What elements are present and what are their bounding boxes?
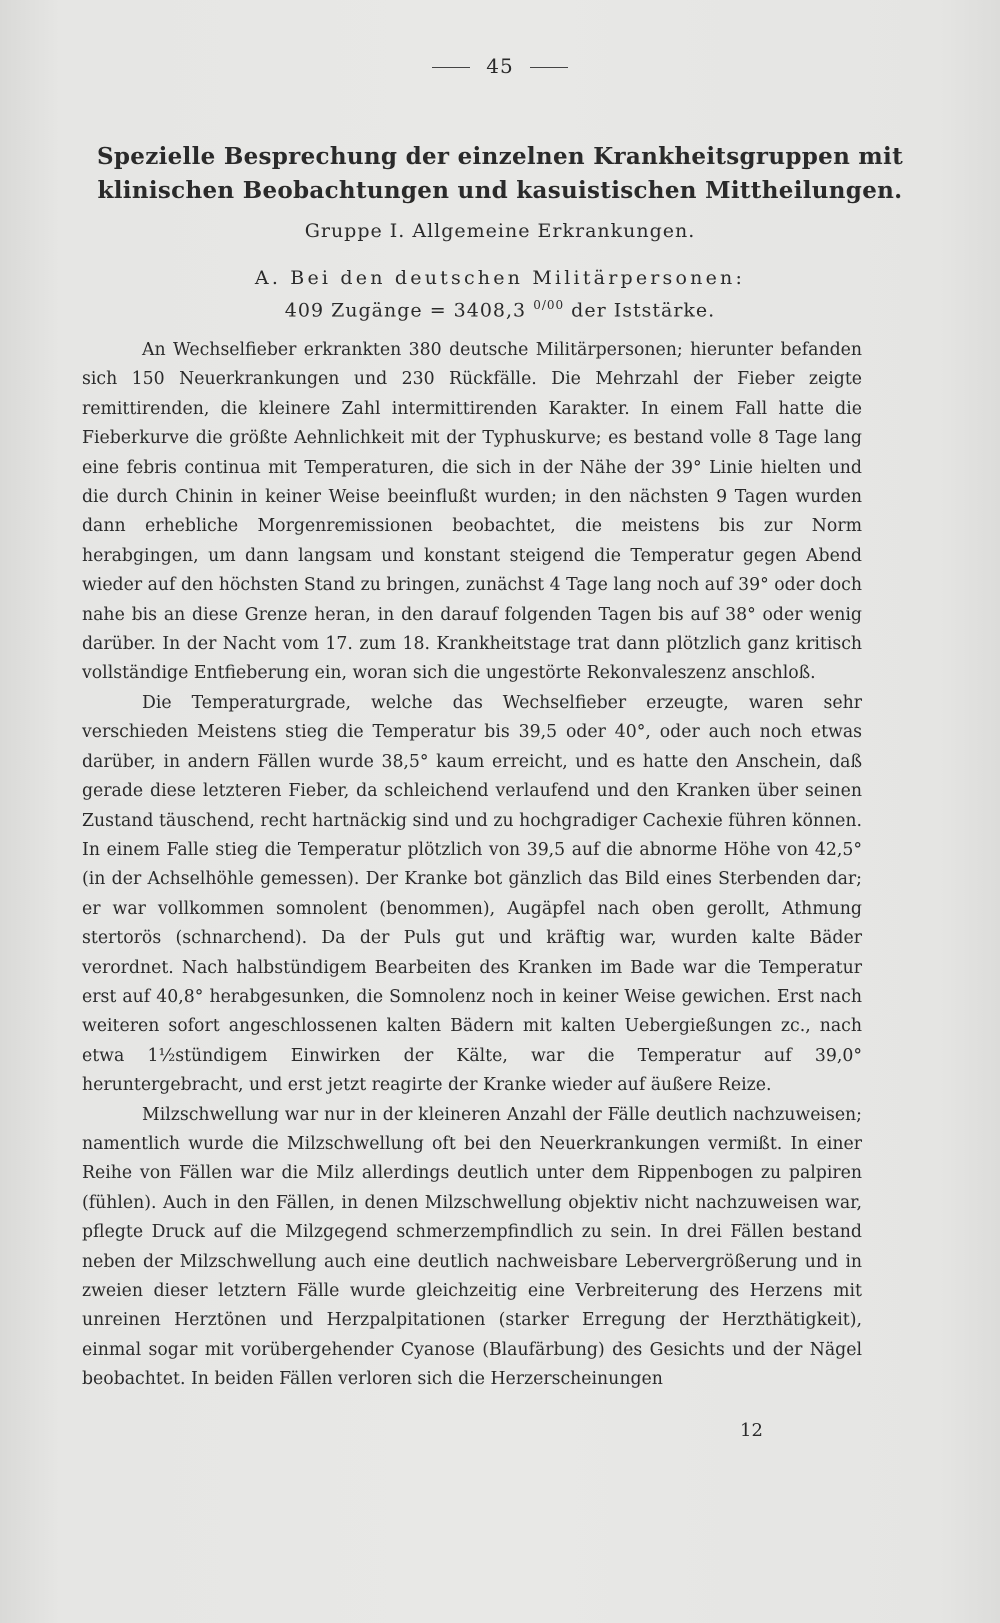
signature-mark: 12 bbox=[740, 1420, 763, 1441]
page-number-line bbox=[0, 54, 1000, 78]
paragraph-temperaturgrade: Die Temperaturgrade, welche das Wechselfieber erzeugte, waren sehr verschieden Meistens stieg die Temperatur bis 39,5 oder 40°, oder auch noch etwas darüber, in andern Fällen wurde 38,5° kaum erreicht, und es hatte den Anschein, daß gerade diese letzteren Fieber, da schleichend verlaufend und den Kranken über seinen Zustand täuschend, recht hartnäckig sind und zu hochgradiger Cachexie führen können. In einem Falle stieg die Temperatur plötzlich von 39,5 auf die abnorme Höhe von 42,5° (in der Achselhöhle gemessen). Der Kranke bot gänzlich das Bild eines Sterbenden dar; er war vollkommen somnolent (benommen), Augäpfel nach oben gerollt, Athmung stertorös (schnarchend). Da der Puls gut und kräftig war, wurden kalte Bäder verordnet. Nach halbstündigem Bearbeiten des Kranken im Bade war die Temperatur erst auf 40,8° herabgesunken, die Somnolenz noch in keiner Weise gewichen. Erst nach weiteren sofort angeschlossenen kalten Bädern mit kalten Uebergießungen zc., nach etwa 1½stündigem Einwirken der Kälte, war die Temperatur auf 39,0° heruntergebracht, und erst jetzt reagirte der Kranke wieder auf äußere Reize. bbox=[82, 692, 862, 1096]
page-number: 45 bbox=[486, 54, 514, 78]
paragraph-milzschwellung: Milzschwellung war nur in der kleineren Anzahl der Fälle deutlich nachzuweisen; namentlich wurde die Milzschwellung oft bei den Neuerkrankungen vermißt. In einer Reihe von Fällen war die Milz allerdings deutlich unter dem Rippenbogen zu palpiren (fühlen). Auch in den Fällen, in denen Milzschwellung objektiv nicht nachzuweisen war, pflegte Druck auf die Milzgegend schmerzempfindlich zu sein. In drei Fällen bestand neben der Milzschwellung auch eine deutlich nachweisbare Lebervergrößerung und in zweien dieser letztern Fälle wurde gleichzeitig eine Verbreiterung des Herzens mit unreinen Herztönen und Herzpalpitationen (starker Erregung der Herzthätigkeit), einmal sogar mit vorübergehender Cyanose (Blaufärbung) des Gesichts und der Nägel beobachtet. In beiden Fällen verloren sich die Herzerscheinungen bbox=[82, 1104, 862, 1390]
stats-before: 409 Zugänge = 3408,3 bbox=[284, 299, 534, 322]
section-heading: Spezielle Besprechung der einzelnen Krankheitsgruppen mit klinischen Beobachtungen und kasuistischen Mittheilungen. bbox=[96, 143, 904, 204]
stats-after: der Iststärke. bbox=[564, 299, 716, 322]
subsection-heading: A. Bei den deutschen Militärpersonen: bbox=[254, 267, 746, 289]
permille-sign: 0/00 bbox=[533, 298, 565, 312]
paragraph-wechselfieber: An Wechselfieber erkrankten 380 deutsche Militärpersonen; hierunter befanden sich 150 Neuerkrankungen und 230 Rückfälle. Die Mehrzahl der Fieber zeigte remittirenden, die kleinere Zahl intermittirenden Karakter. In einem Fall hatte die Fieberkurve die größte Aehnlichkeit mit der Typhuskurve; es bestand volle 8 Tage lang eine febris continua mit Temperaturen, die sich in der Nähe der 39° Linie hielten und die durch Chinin in keiner Weise beeinflußt wurden; in den nächsten 9 Tagen wurden dann erhebliche Morgenremissionen beobachtet, die meistens bis zur Norm herabgingen, um dann langsam und konstant steigend die Temperatur gegen Abend wieder auf den höchsten Stand zu bringen, zunächst 4 Tage lang noch auf 39° oder doch nahe bis an diese Grenze heran, in den darauf folgenden Tagen bis auf 38° oder wenig darüber. In der Nacht vom 17. zum 18. Krankheitstage trat dann plötzlich ganz kritisch vollständige Entfieberung ein, woran sich die ungestörte Rekonvaleszenz anschloß. bbox=[82, 340, 862, 684]
left-dash bbox=[432, 67, 470, 68]
body-text bbox=[82, 336, 862, 1395]
statistics-line bbox=[0, 298, 1000, 321]
right-dash bbox=[530, 67, 568, 68]
group-heading: Gruppe I. Allgemeine Erkrankungen. bbox=[304, 220, 696, 242]
